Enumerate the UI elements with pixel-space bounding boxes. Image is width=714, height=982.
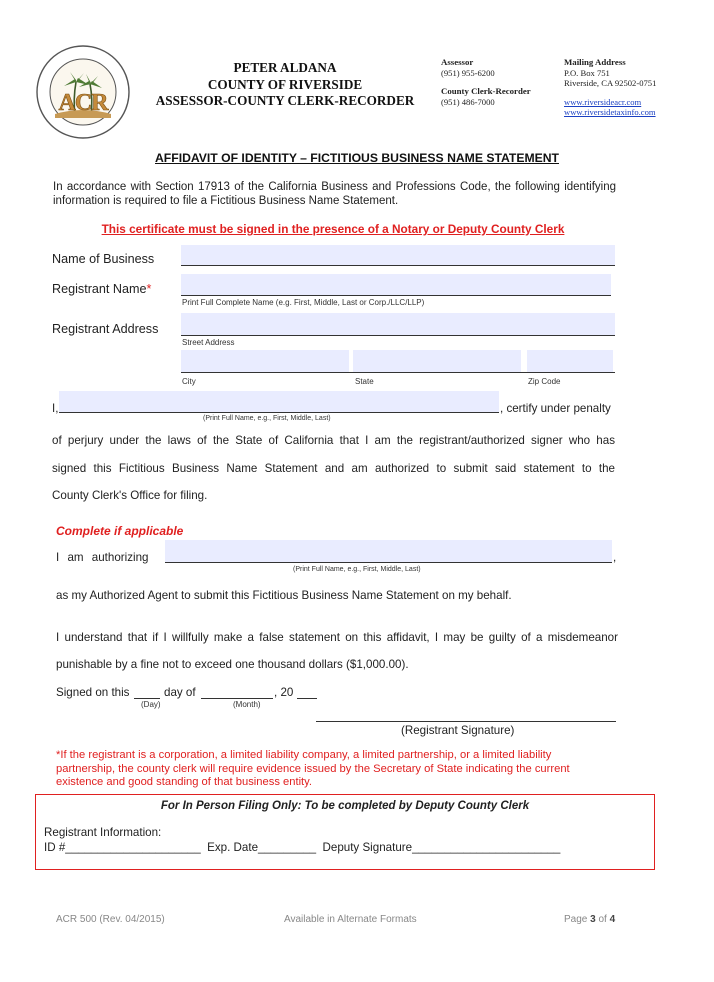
agent-name-hint: (Print Full Name, e.g., First, Middle, Last) — [293, 566, 421, 573]
month-field[interactable] — [201, 685, 273, 699]
office-header — [130, 60, 440, 110]
city-field[interactable] — [181, 350, 349, 372]
county-seal — [35, 44, 131, 140]
certify-line-1: of perjury under the laws of the State of California that I am the registrant/authorized signer who has — [52, 434, 615, 447]
page-number: 3 — [590, 914, 596, 925]
page-of: of — [595, 914, 610, 925]
form-id: ACR 500 (Rev. 04/2015) — [56, 914, 165, 925]
required-asterisk: * — [146, 282, 152, 296]
agent-name-field[interactable] — [165, 540, 612, 563]
clerk-phone: (951) 486-7000 — [441, 96, 495, 107]
mailing-label: Mailing Address — [564, 57, 626, 67]
county-name: COUNTY OF RIVERSIDE — [207, 76, 363, 92]
mailing-box: P.O. Box 751 — [564, 67, 610, 78]
page-total: 4 — [609, 914, 616, 925]
year-prefix: , 20 — [274, 686, 294, 699]
registrant-name-label — [52, 282, 151, 296]
business-name-label: Name of Business — [52, 252, 155, 266]
notary-notice: This certificate must be signed in the presence of a Notary or Deputy County Clerk — [101, 222, 565, 236]
business-name-field[interactable] — [181, 245, 615, 266]
page-prefix: Page — [564, 914, 591, 925]
authorizing-prefix: I am authorizing — [56, 551, 149, 564]
misdemeanor-line-2: punishable by a fine not to exceed one thousand dollars ($1,000.00). — [56, 658, 409, 671]
clerk-label: County Clerk-Recorder — [441, 86, 531, 96]
footnote: *If the registrant is a corporation, a limited liability company, a limited partnership, or a limited liability partnership, the county clerk will require evidence issued by the Secretary of State indicating the current existence and good standing of that business entity. — [56, 749, 570, 788]
mailing-city: Riverside, CA 92502-0751 — [564, 78, 657, 88]
certify-suffix: , certify under penalty — [500, 402, 611, 415]
registrant-address-label: Registrant Address — [52, 322, 159, 336]
assessor-name: PETER ALDANA — [233, 60, 337, 75]
month-hint: (Month) — [233, 700, 261, 709]
assessor-contact — [441, 57, 556, 107]
complete-if-applicable: Complete if applicable — [56, 524, 184, 538]
state-hint: State — [355, 377, 374, 386]
riversideacr-link[interactable]: www.riversideacr.com — [564, 96, 642, 107]
intro-paragraph: In accordance with Section 17913 of the California Business and Professions Code, the following identifying information is required to file a Fictitious Business Name Statement. — [53, 181, 616, 207]
riversidetaxinfo-link[interactable]: www.riversidetaxinfo.com — [564, 107, 656, 117]
seal-monogram: ACR — [58, 90, 108, 116]
office-name: ASSESSOR-COUNTY CLERK-RECORDER — [155, 93, 415, 108]
form-title: AFFIDAVIT OF IDENTITY – FICTITIOUS BUSINESS NAME STATEMENT — [155, 151, 559, 165]
signed-on-prefix: Signed on this — [56, 686, 130, 699]
street-address-hint: Street Address — [182, 338, 235, 347]
year-field[interactable] — [297, 685, 317, 699]
deputy-clerk-box — [35, 794, 655, 870]
assessor-phone: (951) 955-6200 — [441, 67, 495, 78]
certify-name-field[interactable] — [59, 391, 499, 413]
deputy-box-heading: For In Person Filing Only: To be completed by Deputy County Clerk — [160, 800, 530, 812]
city-hint: City — [182, 377, 196, 386]
authorized-agent-line: as my Authorized Agent to submit this Fictitious Business Name Statement on my behalf. — [56, 589, 512, 602]
deputy-id-line[interactable]: ID #_____________________ Exp. Date_________ Deputy Signature_______________________ — [44, 841, 561, 854]
day-of-text: day of — [164, 686, 196, 699]
state-field[interactable] — [353, 350, 521, 372]
page-indicator — [564, 914, 615, 925]
day-field[interactable] — [134, 685, 160, 699]
certify-prefix: I, — [52, 402, 59, 415]
authorizing-suffix: , — [613, 551, 617, 564]
registrant-name-hint: Print Full Complete Name (e.g. First, Middle, Last or Corp./LLC/LLP) — [182, 298, 425, 307]
zip-code-field[interactable] — [527, 350, 613, 372]
registrant-name-text: Registrant Name — [52, 282, 147, 296]
registrant-information-label: Registrant Information: — [44, 826, 162, 839]
registrant-signature-hint: (Registrant Signature) — [401, 724, 515, 737]
certify-name-hint: (Print Full Name, e.g., First, Middle, Last) — [203, 415, 331, 422]
assessor-label: Assessor — [441, 57, 474, 67]
registrant-name-field[interactable] — [181, 274, 611, 296]
mailing-contact — [564, 57, 704, 118]
street-address-field[interactable] — [181, 313, 615, 336]
certify-line-2: signed this Fictitious Business Name Statement and am authorized to submit said statement to the — [52, 462, 615, 475]
address-underline — [181, 372, 615, 373]
certify-line-3: County Clerk's Office for filing. — [52, 489, 208, 502]
day-hint: (Day) — [141, 700, 161, 709]
zip-code-hint: Zip Code — [528, 377, 561, 386]
alternate-formats: Available in Alternate Formats — [284, 914, 417, 925]
misdemeanor-line-1: I understand that if I willfully make a false statement on this affidavit, I may be guilty of a misdemeanor — [56, 631, 618, 644]
